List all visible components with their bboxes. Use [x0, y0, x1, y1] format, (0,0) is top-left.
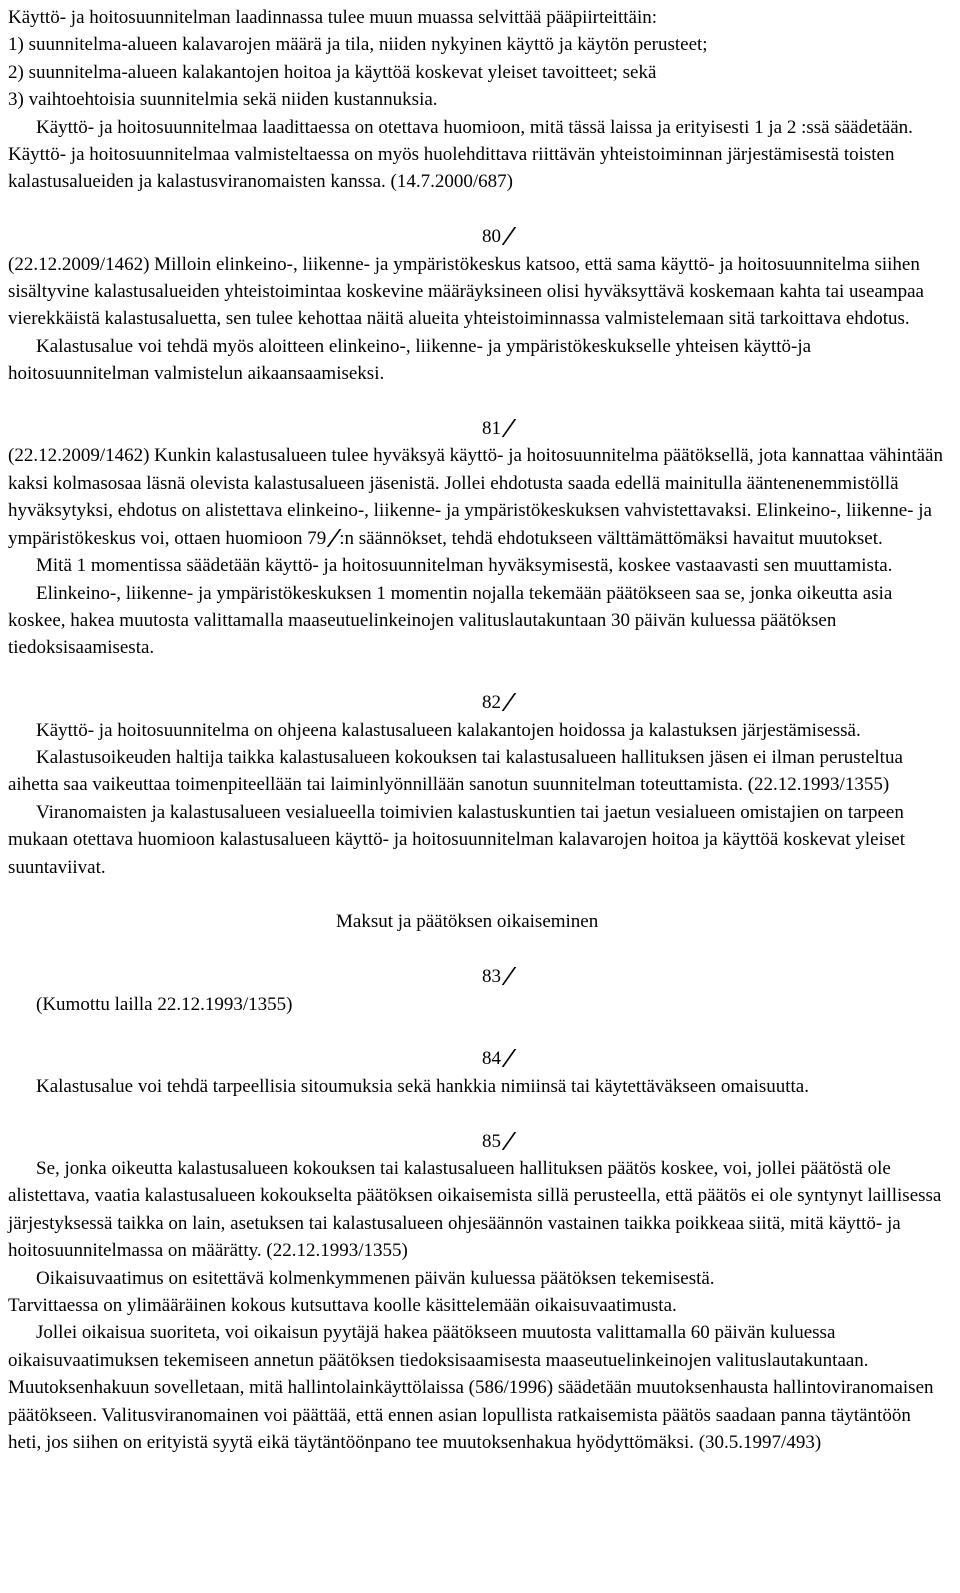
section-85-paragraph-2: Oikaisuvaatimus on esitettävä kolmenkymmenen päivän kuluessa päätöksen tekemisestä. — [36, 1267, 715, 1289]
section-84-heading — [8, 1045, 948, 1072]
section-80-heading — [8, 223, 948, 250]
section-83-repealed: (Kumottu lailla 22.12.1993/1355) — [36, 993, 293, 1015]
section-sign-icon — [505, 1048, 514, 1068]
section-85-paragraph-1: Se, jonka oikeutta kalastusalueen kokouksen tai kalastusalueen hallituksen päätös koskee, voi, jollei päätöstä ole alistettava, vaatia kalastusalueen kokoukselta päätöksen oikaisemista sillä perusteella, että päätös ei ole syntynyt laillisessa järjestyksessä taikka on lain, asetuksen tai kalastusalueen ohjesäännön vastainen taikka poikkeaa siitä, mitä käyttö- ja hoitosuunnitelmassa on määrätty. (22.12.1993/1355) — [8, 1157, 942, 1262]
section-number: 82 — [482, 692, 501, 714]
section-81-paragraph-1 — [8, 442, 948, 552]
section-80-paragraph-2: Kalastusalue voi tehdä myös aloitteen elinkeino-, liikenne- ja ympäristökeskukselle yhteisen käyttö-ja hoitosuunnitelman valmistelun aikaansaamiseksi. — [8, 335, 812, 385]
section-number: 84 — [482, 1048, 501, 1070]
list-item-3: 3) vaihtoehtoisia suunnitelmia sekä niiden kustannuksia. — [8, 89, 438, 111]
section-sign-icon — [505, 966, 514, 986]
section-number: 80 — [482, 226, 501, 248]
section-85-heading — [8, 1128, 948, 1155]
list-item-1: 1) suunnitelma-alueen kalavarojen määrä ja tila, niiden nykyinen käyttö ja käytön perusteet; — [8, 34, 708, 56]
paragraph-consideration: Käyttö- ja hoitosuunnitelmaa laadittaessa on otettava huomioon, mitä tässä laissa ja erityisesti 1 ja 2 :ssä säädetään. Käyttö- ja hoitosuunnitelmaa valmisteltaessa on myös huolehdittava riittävän yhteistoiminnan järjestämisestä toisten kalastusalueiden ja kalastusviranomaisten kanssa. (14.7.2000/687) — [8, 116, 913, 193]
section-sign-icon — [330, 528, 339, 548]
intro-paragraph: Käyttö- ja hoitosuunnitelman laadinnassa tulee muun muassa selvittää pääpiirteittäin: — [8, 7, 657, 28]
section-81-paragraph-2: Mitä 1 momentissa säädetään käyttö- ja hoitosuunnitelman hyväksymisestä, koskee vastaavasti sen muuttamista. — [36, 555, 893, 577]
section-82-paragraph-1: Käyttö- ja hoitosuunnitelma on ohjeena kalastusalueen kalakantojen hoidossa ja kalastuksen järjestämisessä. — [36, 719, 861, 741]
chapter-heading: Maksut ja päätöksen oikaiseminen — [336, 911, 599, 933]
section-number: 85 — [482, 1130, 501, 1152]
section-sign-icon — [505, 692, 514, 712]
section-sign-icon — [505, 418, 514, 438]
section-82-paragraph-2: Kalastusoikeuden haltija taikka kalastusalueen kokouksen tai kalastusalueen hallituksen jäsen ei ilman perusteltua aihetta saa vaikeuttaa toimenpiteellään tai laiminlyönnillään sanotun suunnitelman toteuttamista. (22.12.1993/1355) — [8, 746, 903, 796]
section-number: 83 — [482, 966, 501, 988]
section-number: 81 — [482, 418, 501, 440]
section-82-heading — [8, 689, 948, 716]
section-81-heading — [8, 415, 948, 442]
section-81-paragraph-3: Elinkeino-, liikenne- ja ympäristökeskuksen 1 momentin nojalla tekemään päätökseen saa se, jonka oikeutta asia koskee, hakea muutosta valittamalla maaseutuelinkeinojen valituslautakuntaan 30 päivän kuluessa päätöksen tiedoksisaamisesta. — [8, 582, 893, 659]
section-83-heading — [8, 963, 948, 990]
section-85-paragraph-3: Tarvittaessa on ylimääräinen kokous kutsuttava koolle käsittelemään oikaisuvaatimusta. — [8, 1294, 677, 1316]
section-80-paragraph-1: (22.12.2009/1462) Milloin elinkeino-, liikenne- ja ympäristökeskus katsoo, että sama käyttö- ja hoitosuunnitelma siihen sisältyvine kalastusalueiden yhteistoimintaa koskevine määräyksineen olisi hyväksyttävä koskemaan kahta tai useampaa vierekkäistä kalastusaluetta, sen tulee kehottaa näitä alueita yhteistoiminnassa valmistelemaan sitä tarkoittava ehdotus. — [8, 253, 924, 330]
section-82-paragraph-3: Viranomaisten ja kalastusalueen vesialueella toimivien kalastuskuntien tai jaetun vesialueen omistajien on tarpeen mukaan otettava huomioon kalastusalueen käyttö- ja hoitosuunnitelman kalavarojen hoitoa ja käyttöä koskevat yleiset suuntaviivat. — [8, 801, 905, 878]
list-item-2: 2) suunnitelma-alueen kalakantojen hoitoa ja käyttöä koskevat yleiset tavoitteet; sekä — [8, 61, 657, 83]
section-sign-icon — [505, 226, 514, 246]
section-84-paragraph-1: Kalastusalue voi tehdä tarpeellisia sitoumuksia sekä hankkia nimiinsä tai käytettäväkseen omaisuutta. — [36, 1075, 809, 1097]
section-sign-icon — [505, 1131, 514, 1151]
section-81-paragraph-1-text-a: (22.12.2009/1462) Kunkin kalastusalueen tulee hyväksyä käyttö- ja hoitosuunnitelma päätöksellä, jota kannattaa vähintään kaksi kolmasosaa läsnä olevista kalastusalueen jäsenistä. Jollei ehdotusta saada edellä mainitulla ääntenenemmistöllä hyväksytyksi, ehdotus on alistettava elinkeino-, liikenne- ja ympäristökeskuksen vahvistettavaksi. Elinkeino-, liikenne- ja ympäristökeskus voi, ottaen huomioon 79 — [8, 445, 943, 549]
section-85-paragraph-4: Jollei oikaisua suoriteta, voi oikaisun pyytäjä hakea päätökseen muutosta valittamalla 60 päivän kuluessa oikaisuvaatimuksen tekemiseen annetun päätöksen tiedoksisaamisesta maaseutuelinkeinojen valituslautakuntaan. Muutoksenhakuun sovelletaan, mitä hallintolainkäyttölaissa (586/1996) säädetään muutoksenhausta hallintoviranomaisen päätökseen. Valitusviranomainen voi päättää, että ennen asian lopullista ratkaisemista päätös saadaan panna täytäntöön heti, jos siihen on erityistä syytä eikä täytäntöönpano tee muutoksenhakua hyödyttömäksi. (30.5.1997/493) — [8, 1322, 934, 1454]
section-81-paragraph-1-text-b: :n säännökset, tehdä ehdotukseen välttämättömäksi havaitut muutokset. — [339, 527, 883, 549]
